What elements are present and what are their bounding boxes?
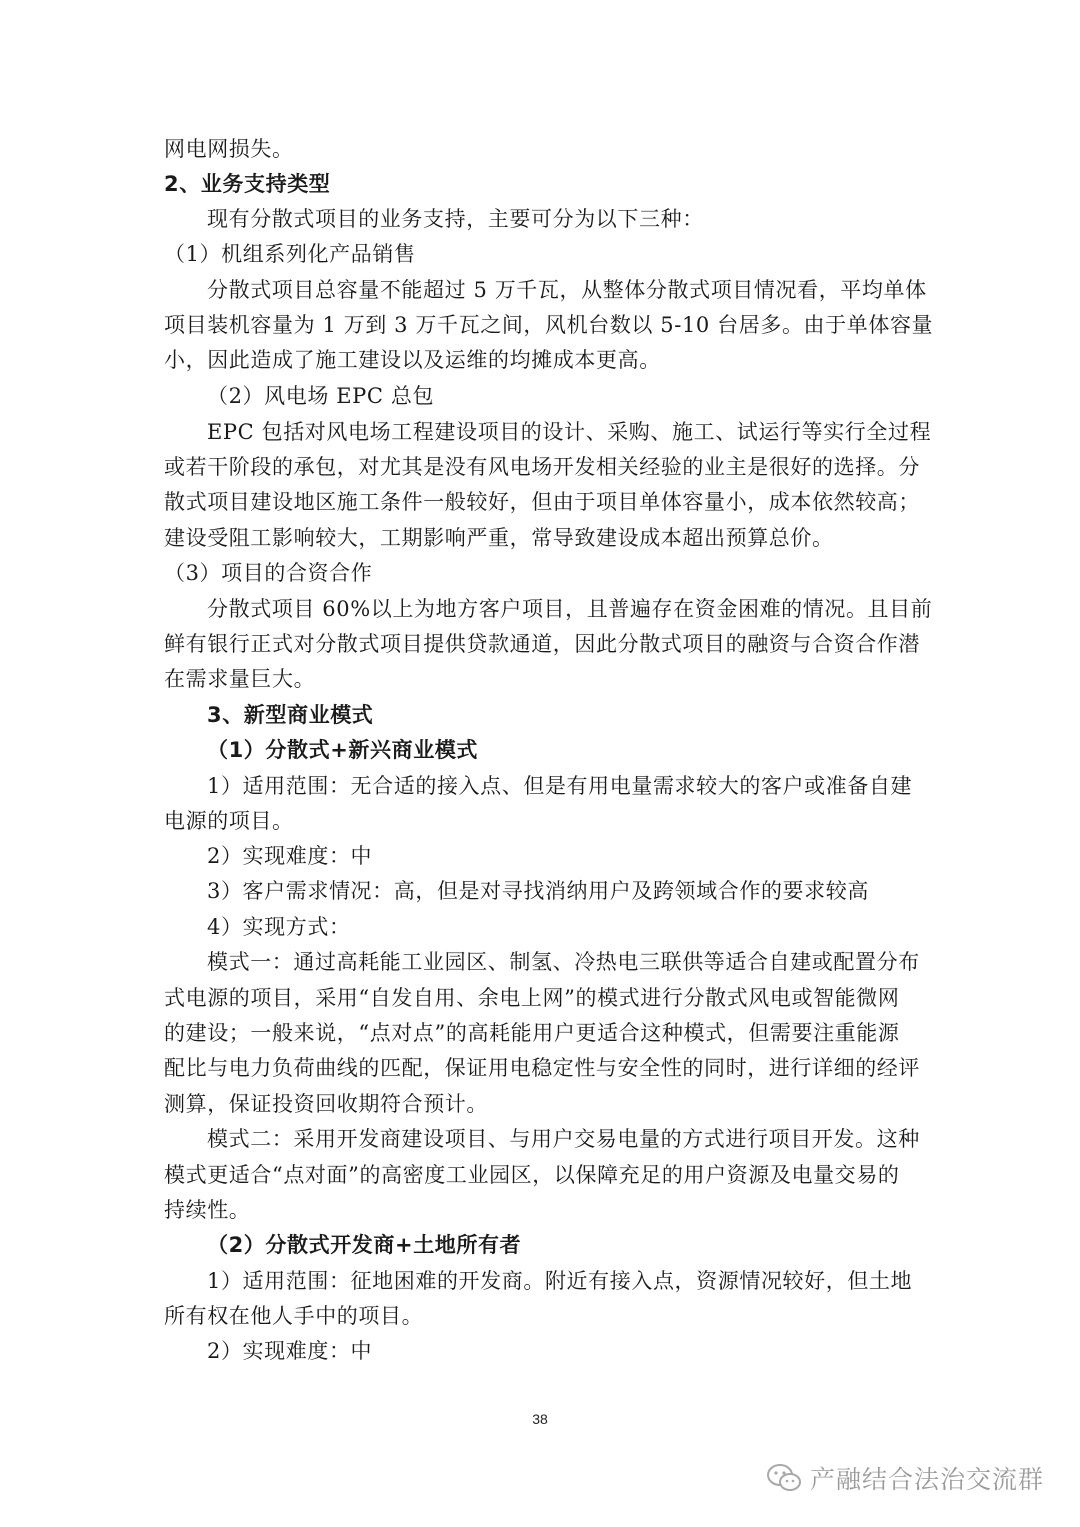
body-line: 鲜有银行正式对分散式项目提供贷款通道，因此分散式项目的融资与合资合作潜 bbox=[164, 632, 920, 656]
watermark-text: 产融结合法治交流群 bbox=[809, 1465, 1044, 1494]
body-line: 模式一：通过高耗能工业园区、制氢、冷热电三联供等适合自建或配置分布 bbox=[207, 950, 920, 974]
body-line: 配比与电力负荷曲线的匹配，保证用电稳定性与安全性的同时，进行详细的经评 bbox=[164, 1056, 920, 1080]
body-line: 持续性。 bbox=[164, 1198, 251, 1222]
body-line: 2）实现难度：中 bbox=[207, 844, 373, 868]
body-line: 所有权在他人手中的项目。 bbox=[164, 1304, 424, 1328]
body-line: 现有分散式项目的业务支持，主要可分为以下三种： bbox=[207, 207, 704, 231]
body-line: 2）实现难度：中 bbox=[207, 1339, 373, 1363]
subsection-heading: （3）项目的合资合作 bbox=[164, 561, 373, 585]
body-line: 的建设；一般来说，“点对点”的高耗能用户更适合这种模式，但需要注重能源 bbox=[164, 1021, 900, 1045]
body-line: EPC 包括对风电场工程建设项目的设计、采购、施工、试运行等实行全过程 bbox=[207, 420, 932, 444]
subsection-heading: （2）分散式开发商+土地所有者 bbox=[207, 1233, 522, 1257]
body-line: 或若干阶段的承包，对尤其是没有风电场开发相关经验的业主是很好的选择。分 bbox=[164, 455, 920, 479]
subsection-heading: （2）风电场 EPC 总包 bbox=[207, 384, 435, 408]
section-heading: 3、新型商业模式 bbox=[207, 703, 374, 727]
watermark bbox=[766, 1460, 1044, 1496]
subsection-heading: （1）机组系列化产品销售 bbox=[164, 242, 416, 266]
body-line: 在需求量巨大。 bbox=[164, 667, 316, 691]
body-line: 3）客户需求情况：高，但是对寻找消纳用户及跨领域合作的要求较高 bbox=[207, 879, 869, 903]
body-line: 测算，保证投资回收期符合预计。 bbox=[164, 1092, 488, 1116]
subsection-heading: （1）分散式+新兴商业模式 bbox=[207, 738, 479, 762]
body-line: 电源的项目。 bbox=[164, 809, 294, 833]
body-line: 建设受阻工影响较大，工期影响严重，常导致建设成本超出预算总价。 bbox=[164, 526, 834, 550]
body-line: 模式二：采用开发商建设项目、与用户交易电量的方式进行项目开发。这种 bbox=[207, 1127, 920, 1151]
body-line: 1）适用范围：无合适的接入点、但是有用电量需求较大的客户或准备自建 bbox=[207, 774, 913, 798]
page-number: 38 bbox=[532, 1411, 548, 1427]
section-heading: 2、业务支持类型 bbox=[164, 172, 331, 196]
body-line: 式电源的项目，采用“自发自用、余电上网”的模式进行分散式风电或智能微网 bbox=[164, 986, 900, 1010]
body-line: 4）实现方式： bbox=[207, 915, 351, 939]
body-line: 项目装机容量为 1 万到 3 万千瓦之间，风机台数以 5-10 台居多。由于单体容量 bbox=[164, 313, 934, 337]
body-line: 散式项目建设地区施工条件一般较好，但由于项目单体容量小，成本依然较高； bbox=[164, 490, 920, 514]
body-line: 模式更适合“点对面”的高密度工业园区，以保障充足的用户资源及电量交易的 bbox=[164, 1163, 900, 1187]
body-line: 小，因此造成了施工建设以及运维的均摊成本更高。 bbox=[164, 348, 661, 372]
body-line: 分散式项目 60%以上为地方客户项目，且普遍存在资金困难的情况。且目前 bbox=[207, 597, 933, 621]
body-line: 网电网损失。 bbox=[164, 137, 294, 161]
wechat-icon bbox=[766, 1463, 802, 1493]
body-line: 1）适用范围：征地困难的开发商。附近有接入点，资源情况较好，但土地 bbox=[207, 1269, 913, 1293]
body-line: 分散式项目总容量不能超过 5 万千瓦，从整体分散式项目情况看，平均单体 bbox=[207, 278, 927, 302]
